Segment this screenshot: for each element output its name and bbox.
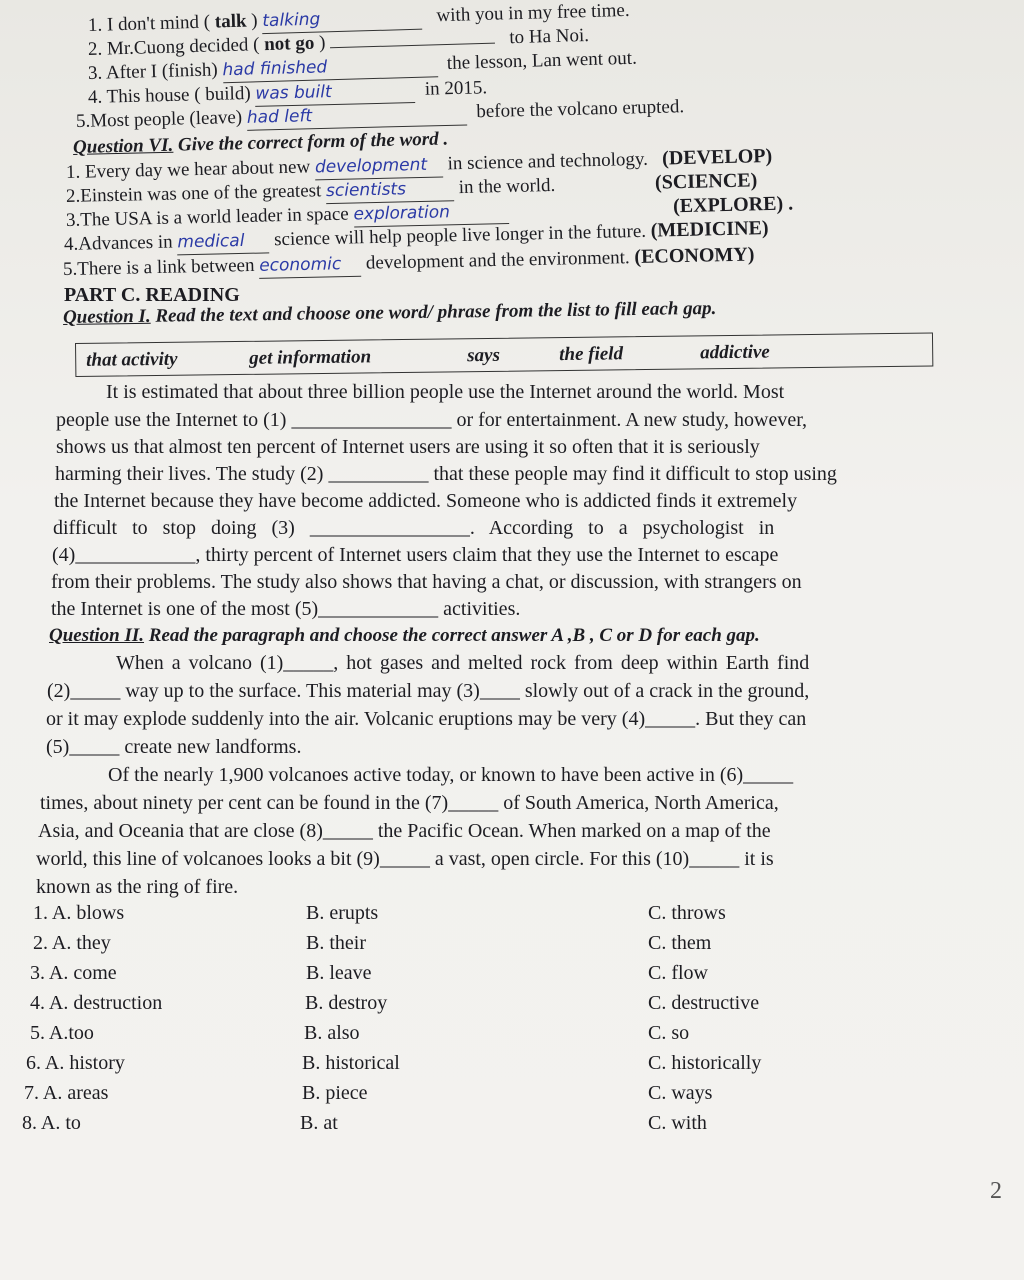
option-8-c: C. with <box>648 1112 707 1134</box>
option-7-b: B. piece <box>302 1082 368 1104</box>
option-3-a: 3. A. come <box>30 962 117 984</box>
passage-2-line: times, about ninety per cent can be found in the (7)_____ of South America, North America, <box>40 792 779 814</box>
option-1-b: B. erupts <box>306 902 379 924</box>
passage-2-line: Asia, and Oceania that are close (8)_____ the Pacific Ocean. When marked on a map of the <box>38 820 771 842</box>
word-form-item-4: 4.Advances in medical science will help people live longer in the future. (MEDICINE) <box>63 217 769 255</box>
passage-2-line: (5)_____ create new landforms. <box>46 736 302 758</box>
verb-item-2: 2. Mr.Cuong decided ( not go ) to Ha Noi. <box>87 25 590 60</box>
part-c-heading: PART C. READING <box>64 284 240 306</box>
option-2-c: C. them <box>648 932 712 954</box>
passage-2-line: known as the ring of fire. <box>36 876 239 898</box>
option-2-b: B. their <box>306 932 366 954</box>
option-6-a: 6. A. history <box>26 1052 125 1074</box>
option-6-c: C. historically <box>648 1052 762 1074</box>
option-6-b: B. historical <box>302 1052 400 1074</box>
passage-1-line: harming their lives. The study (2) __________ that these people may find it difficult to stop using <box>55 463 837 485</box>
passage-1-line: It is estimated that about three billion people use the Internet around the world. Most <box>106 381 785 403</box>
passage-2-line: world, this line of volcanoes looks a bit (9)_____ a vast, open circle. For this (10)_____ it is <box>36 848 774 870</box>
passage-2-line: Of the nearly 1,900 volcanoes active today, or known to have been active in (6)_____ <box>108 764 794 786</box>
answer-blank: talking <box>262 5 423 34</box>
option-8-b: B. at <box>300 1112 338 1134</box>
answer-blank: was built <box>255 78 416 107</box>
option-1-c: C. throws <box>648 902 726 924</box>
passage-2-line: When a volcano (1)_____, hot gases and melted rock from deep within Earth find <box>116 652 810 674</box>
answer-blank: had finished <box>222 52 438 83</box>
passage-1-line: (4)____________, thirty percent of Internet users claim that they use the Internet to escape <box>52 544 779 566</box>
word-form-item-5: 5.There is a link between economic development and the environment. (ECONOMY) <box>62 243 755 280</box>
verb-item-5: 5.Most people (leave) had left before the volcano erupted. <box>75 96 685 132</box>
option-3-b: B. leave <box>306 962 372 984</box>
option-2-a: 2. A. they <box>33 932 111 954</box>
question-6-title: Question VI. Give the correct form of the word . <box>72 128 449 158</box>
word-form-item-1: 1. Every day we hear about new development in science and technology. (DEVELOP) <box>65 144 773 183</box>
passage-1-line: difficult to stop doing (3) ________________. According to a psychologist in <box>53 517 775 539</box>
word-form-item-2: 2.Einstein was one of the greatest scientists in the world. (SCIENCE) <box>65 169 758 207</box>
option-5-a: 5. A.too <box>30 1022 94 1044</box>
page-number: 2 <box>990 1178 1002 1204</box>
passage-2-line: (2)_____ way up to the surface. This material may (3)____ slowly out of a crack in the ground, <box>47 680 810 702</box>
word-option: get information <box>249 346 372 369</box>
word-option: addictive <box>700 341 770 364</box>
option-1-a: 1. A. blows <box>33 902 125 924</box>
word-form-item-3: 3.The USA is a world leader in space exploration (EXPLORE) . <box>65 192 794 231</box>
passage-1-line: shows us that almost ten percent of Internet users are using it so often that it is seriously <box>56 436 760 458</box>
option-4-a: 4. A. destruction <box>30 992 163 1014</box>
passage-1-line: the Internet is one of the most (5)____________ activities. <box>51 598 521 620</box>
word-option: the field <box>559 343 624 366</box>
word-list-box <box>75 333 933 377</box>
option-7-c: C. ways <box>648 1082 713 1104</box>
answer-blank <box>330 43 495 49</box>
word-option: that activity <box>86 348 178 371</box>
passage-1-line: people use the Internet to (1) ________________ or for entertainment. A new study, however, <box>56 409 808 431</box>
passage-1-line: from their problems. The study also shows that having a chat, or discussion, with strangers on <box>51 571 802 593</box>
option-5-c: C. so <box>648 1022 690 1044</box>
word-option: says <box>467 344 501 367</box>
verb-item-1: 1. I don't mind ( talk ) talking with you in my free time. <box>87 0 630 36</box>
passage-2-line: or it may explode suddenly into the air. Volcanic eruptions may be very (4)_____. But they can <box>46 708 807 730</box>
option-8-a: 8. A. to <box>22 1112 81 1134</box>
option-3-c: C. flow <box>648 962 708 984</box>
passage-1-line: the Internet because they have become addicted. Someone who is addicted finds it extremely <box>54 490 798 512</box>
question-1-title: Question I. Read the text and choose one word/ phrase from the list to fill each gap. <box>62 297 717 328</box>
option-7-a: 7. A. areas <box>24 1082 109 1104</box>
verb-item-4: 4. This house ( build) was built in 2015. <box>87 77 488 108</box>
option-4-b: B. destroy <box>305 992 388 1014</box>
question-2-title: Question II. Read the paragraph and choose the correct answer A ,B , C or D for each gap. <box>49 625 760 646</box>
verb-item-3: 3. After I (finish) had finished the lesson, Lan went out. <box>87 47 638 84</box>
answer-blank: had left <box>247 100 468 130</box>
option-5-b: B. also <box>304 1022 360 1044</box>
option-4-c: C. destructive <box>648 992 760 1014</box>
